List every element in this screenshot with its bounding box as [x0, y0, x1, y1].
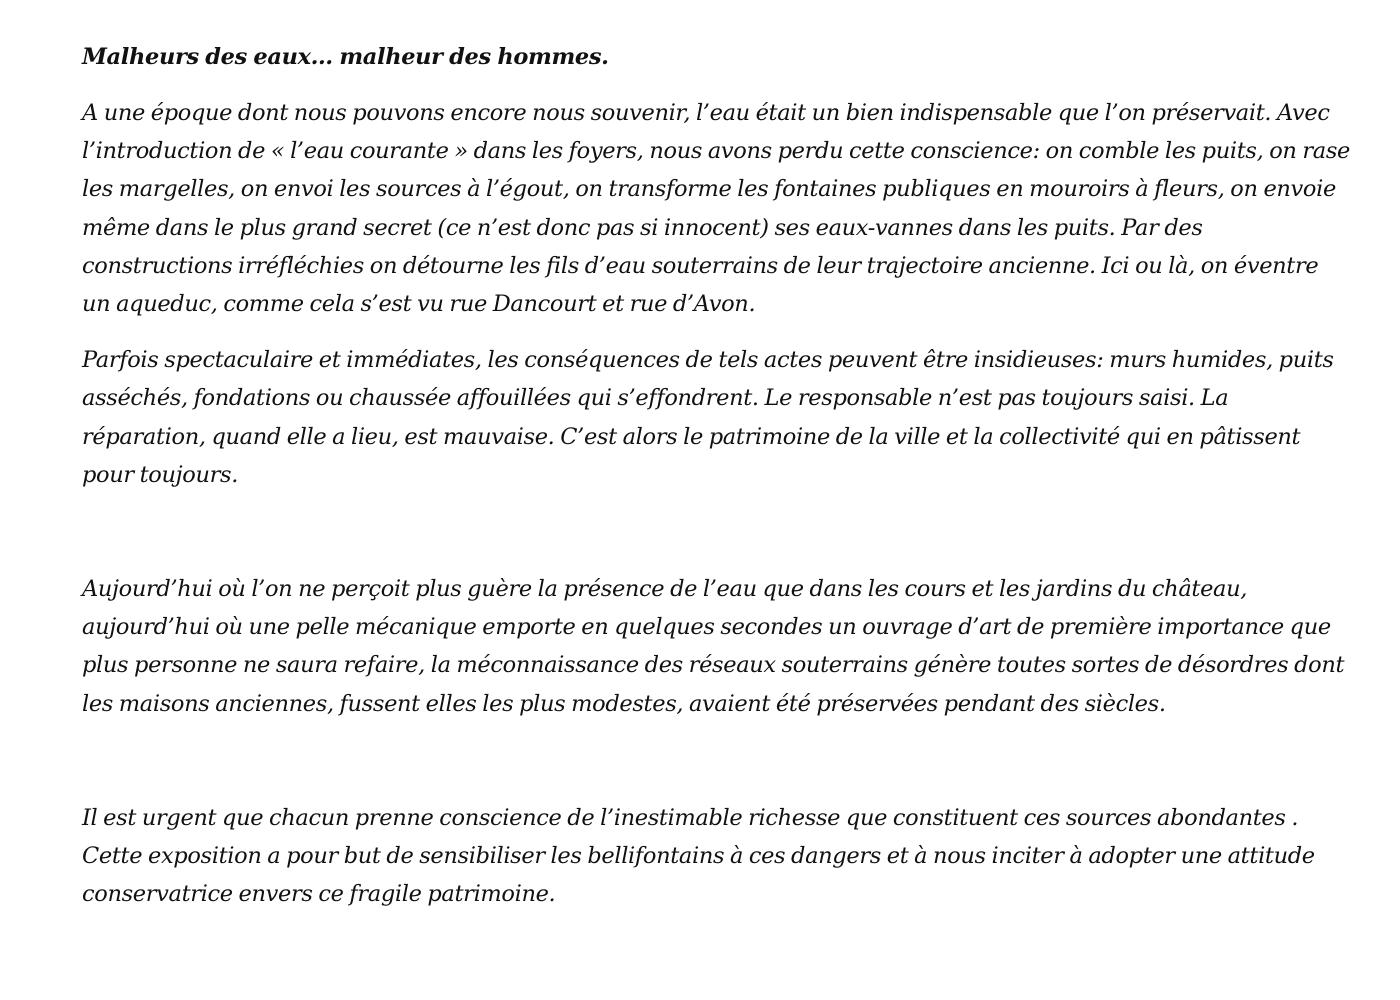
document-title: Malheurs des eaux… malheur des hommes.: [82, 44, 609, 70]
paragraph-2: Parfois spectaculaire et immédiates, les conséquences de tels actes peuvent être insidieuses: murs humides, puits asséchés, fondations ou chaussée affouillées qui s’effondrent. Le responsable n’est pas toujours saisi. La réparation, quand elle a lieu, est mauvaise. C’est alors le patrimoine de la ville et la collectivité qui en pâtissent pour toujours.: [82, 347, 1334, 488]
paragraph-4: Il est urgent que chacun prenne conscience de l’inestimable richesse que constituent ces sources abondantes . Cette exposition a pour but de sensibiliser les bellifontains à ces dangers et à nous inciter à adopter une attitude conservatrice envers ce fragile patrimoine.: [82, 804, 1315, 908]
paragraph-1: A une époque dont nous pouvons encore nous souvenir, l’eau était un bien indispensable que l’on préservait. Avec l’introduction de « l’eau courante » dans les foyers, nous avons perdu cette conscience: on comble les puits, on rase les margelles, on envoi les sources à l’égout, on transforme les fontaines publiques en mouroirs à fleurs, on envoie même dans le plus grand secret (ce n’est donc pas si innocent) ses eaux-vannes dans les puits. Par des constructions irréfléchies on détourne les fils d’eau souterrains de leur trajectoire ancienne. Ici ou là, on éventre un aqueduc, comme cela s’est vu rue Dancourt et rue d’Avon.: [82, 100, 1350, 318]
paragraph-3: Aujourd’hui où l’on ne perçoit plus guère la présence de l’eau que dans les cours et les jardins du château, aujourd’hui où une pelle mécanique emporte en quelques secondes un ouvrage d’art de première importance que plus personne ne saura refaire, la méconnaissance des réseaux souterrains génère toutes sortes de désordres dont les maisons anciennes, fussent elles les plus modestes, avaient été préservées pendant des siècles.: [82, 576, 1345, 717]
document-page: [82, 38, 1352, 913]
